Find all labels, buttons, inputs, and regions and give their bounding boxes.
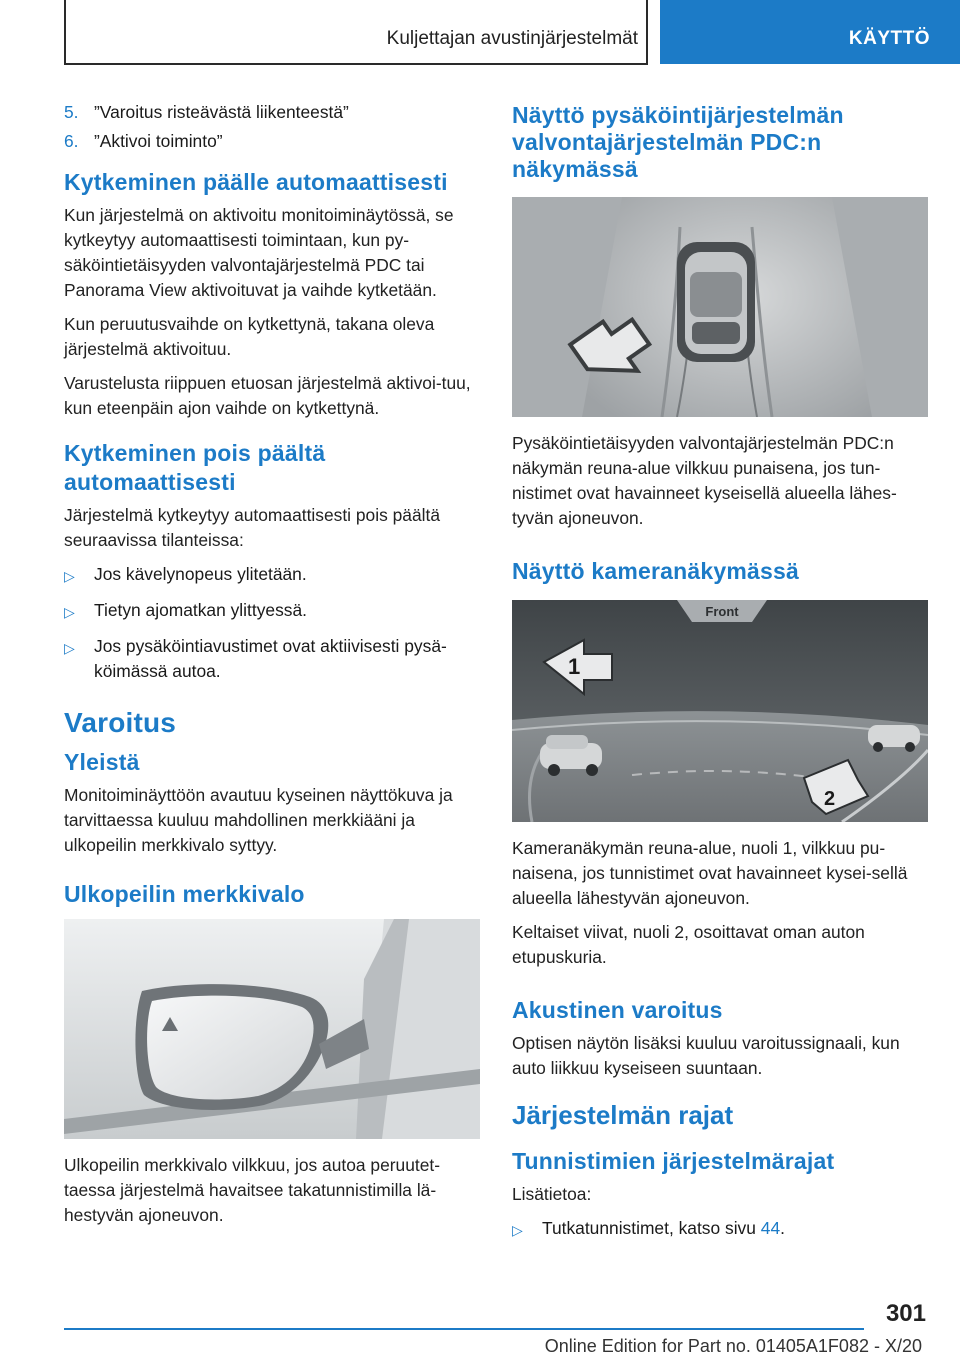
list-item (64, 129, 480, 154)
heading-camera-view: Näyttö kameranäkymässä (512, 558, 799, 584)
list-item (64, 100, 480, 125)
paragraph: Monitoiminäyttöön avautuu kyseinen näyttökuva ja tarvittaessa kuuluu mahdollinen merkkiääni ja ulkopeilin merkkivalo syttyy. (64, 785, 453, 855)
heading-sensor-limits: Tunnistimien järjestelmärajat (512, 1148, 835, 1174)
bullet-item (64, 634, 480, 684)
right-column (512, 100, 928, 1252)
mirror-illustration (64, 919, 480, 1139)
bullet-triangle-icon: ▷ (512, 1222, 523, 1238)
pdc-illustration (512, 197, 928, 417)
heading-mirror: Ulkopeilin merkkivalo (64, 881, 305, 907)
camera-arrow-2-label: 2 (824, 788, 836, 810)
page-link[interactable]: 44 (760, 1218, 781, 1238)
mirror-image (64, 919, 480, 1139)
paragraph: Kun järjestelmä on aktivoitu monitoiminäytössä, se kytkeytyy automaattisesti toimintaan, kun py-säköintietäisyyden valvontajärjestelmä PDC tai Panorama View aktivoituvat ja vaihde kytketään. (64, 205, 454, 300)
camera-image (512, 600, 928, 822)
bullet-text: Jos kävelynopeus ylitetään. (94, 564, 307, 584)
paragraph: Optisen näytön lisäksi kuuluu varoitussignaali, kun auto liikkuu kyseiseen suuntaan. (512, 1033, 900, 1078)
paragraph: Varustelusta riippuen etuosan järjestelmä aktivoi-tuu, kun eteenpäin ajon vaihde on kytkettynä. (64, 373, 471, 418)
bullet-item (512, 1216, 928, 1243)
footer-edition: Online Edition for Part no. 01405A1F082 - X/20 (544, 1336, 922, 1356)
bullet-text: Tietyn ajomatkan ylittyessä. (94, 600, 307, 620)
heading-warning: Varoitus (64, 707, 177, 738)
heading-limits: Järjestelmän rajat (512, 1100, 734, 1130)
camera-caption-1: Kameranäkymän reuna-alue, nuoli 1, vilkkuu pu-naisena, jos tunnistimet ovat havainneet kysei-sellä alueella lähestyvän ajoneuvon. (512, 838, 908, 908)
heading-auto-on: Kytkeminen päälle automaattisesti (64, 169, 448, 195)
bullet-item (64, 598, 480, 625)
list-item-text: ”Varoitus risteävästä liikenteestä” (94, 102, 349, 122)
bullet-item (64, 562, 480, 589)
list-item-number: 5. (64, 102, 79, 122)
header-tab-label: KÄYTTÖ (848, 28, 930, 49)
footer-line (64, 1328, 864, 1330)
heading-pdc-view: Näyttö pysäköintijärjestelmän valvontajärjestelmän PDC:n näkymässä (512, 102, 844, 182)
left-column (64, 100, 480, 1237)
camera-illustration (512, 600, 928, 822)
bullet-triangle-icon: ▷ (64, 640, 75, 656)
heading-auto-off: Kytkeminen pois päältä automaattisesti (64, 440, 326, 495)
pdc-caption: Pysäköintietäisyyden valvontajärjestelmän PDC:n näkymän reuna-alue vilkkuu punaisena, jos tun-nistimet ovat havainneet kyseisellä alueella lähes-tyvän ajoneuvon. (512, 433, 897, 528)
paragraph: Kun peruutusvaihde on kytkettynä, takana oleva järjestelmä aktivoituu. (64, 314, 435, 359)
heading-general: Yleistä (64, 749, 140, 775)
bullet-text: Jos pysäköintiavustimet ovat aktiivisesti pysä-köimässä autoa. (94, 636, 447, 681)
bullet-triangle-icon: ▷ (64, 604, 75, 620)
paragraph: Lisätietoa: (512, 1184, 592, 1204)
bullet-text-main: Tutkatunnistimet, katso sivu (542, 1218, 756, 1238)
bullet-text-end: . (780, 1218, 785, 1238)
page-number: 301 (885, 1300, 926, 1327)
camera-front-label: Front (705, 604, 739, 619)
header-tab[interactable] (660, 0, 960, 64)
list-item-number: 6. (64, 131, 79, 151)
list-item-text: ”Aktivoi toiminto” (94, 131, 223, 151)
header-bottom-line (64, 63, 648, 65)
bullet-triangle-icon: ▷ (64, 568, 75, 584)
header-right-line (646, 0, 648, 64)
camera-arrow-1-label: 1 (568, 654, 581, 679)
heading-acoustic: Akustinen varoitus (512, 997, 723, 1023)
header-section-title: Kuljettajan avustinjärjestelmät (386, 28, 638, 49)
bullet-text (542, 1216, 928, 1243)
camera-caption-2: Keltaiset viivat, nuoli 2, osoittavat oman auton etupuskuria. (512, 922, 865, 967)
paragraph: Järjestelmä kytkeytyy automaattisesti pois päältä seuraavissa tilanteissa: (64, 505, 440, 550)
mirror-caption: Ulkopeilin merkkivalo vilkkuu, jos autoa peruutet-taessa järjestelmä havaitsee takatunnistimilla lä-hestyvän ajoneuvon. (64, 1155, 441, 1225)
pdc-image (512, 197, 928, 417)
